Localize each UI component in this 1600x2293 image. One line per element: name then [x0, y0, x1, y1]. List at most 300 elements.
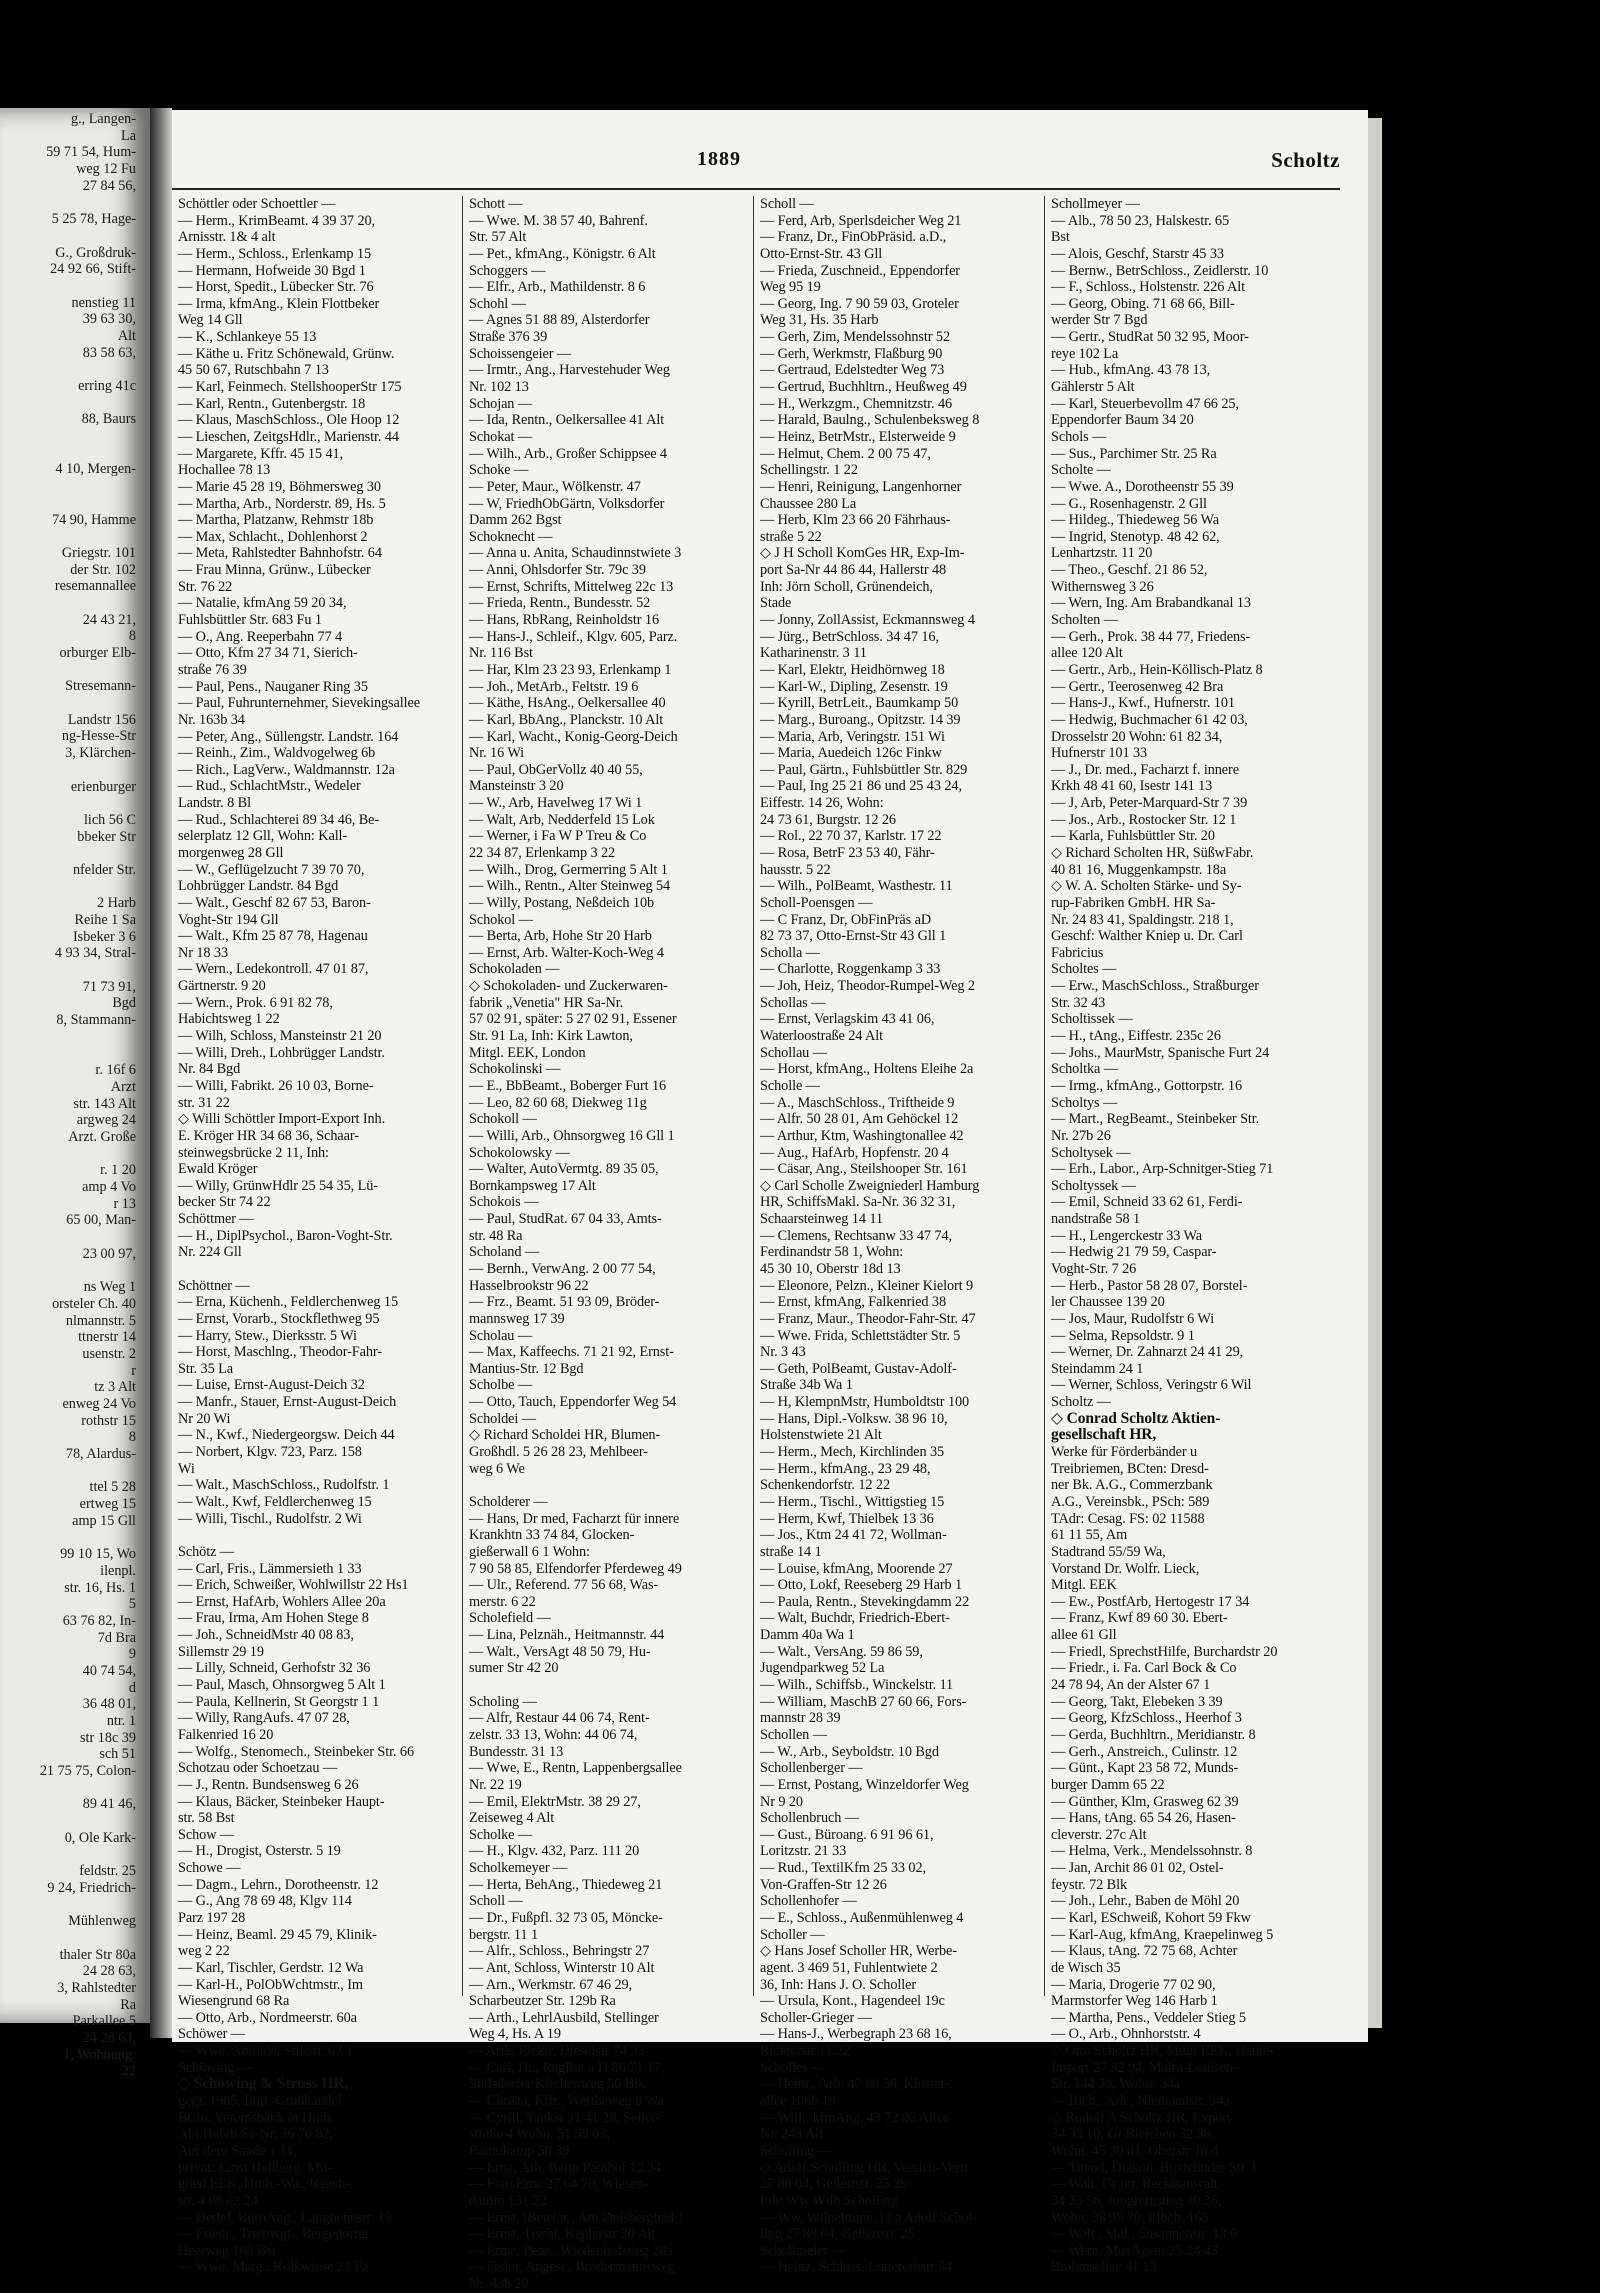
left-page-line: erring 41c	[78, 378, 136, 394]
directory-entry-line: Scholau —	[469, 1327, 533, 1344]
directory-entry-line: Voght-Str 194 Gll	[178, 911, 279, 928]
directory-entry-line: Str. 57 Alt	[469, 229, 527, 246]
directory-entry-line: ◇ Carl Scholle Zweigniederl Hamburg	[760, 1177, 980, 1194]
directory-entry-line: — Cyrill, Tankst 31 41 28, Seiler-	[469, 2109, 661, 2126]
directory-entry-line: — Wwe. Antonie, Stiftstr. 67 1	[178, 2043, 353, 2060]
directory-entry-line: Landstr. 8 Bl	[178, 795, 251, 812]
directory-entry-line: 24 73 61, Burgstr. 12 26	[760, 811, 896, 828]
directory-entry-line: — Erna, Küchenh., Feldlerchenweg 15	[178, 1294, 399, 1311]
directory-entry-line: Auf dem Sande 1 11,	[178, 2142, 297, 2159]
directory-entry-line: Schollenberger —	[760, 1760, 863, 1777]
directory-entry-line: Mitgl. EEK, London	[469, 1044, 586, 1061]
directory-entry-line: Schojan —	[469, 395, 533, 412]
directory-entry-line: — Hedwig 21 79 59, Caspar-	[1051, 1244, 1217, 1261]
directory-entry-line: — Otto, Arb., Nordmeerstr. 60a	[178, 2009, 357, 2026]
directory-entry-line: — Lieschen, ZeitgsHdlr., Marienstr. 44	[178, 428, 399, 445]
directory-entry-line: Damm 40a Wa 1	[760, 1627, 855, 1644]
left-page-line: 3, Rahlstedter	[57, 1980, 136, 1996]
left-page-line	[1, 194, 150, 211]
directory-entry-line: Eppendorfer Baum 34 20	[1051, 412, 1194, 429]
directory-entry-line: Drosselstr 20 Wohn: 61 82 34,	[1051, 728, 1223, 745]
directory-entry-line: Scholke —	[469, 1826, 533, 1843]
directory-entry-line: ◇ Adolf Scholling HR, Versich-Vertr	[760, 2159, 969, 2176]
left-page-line: weg 12 Fu	[76, 161, 136, 178]
directory-entry-line: — Walt., Kwf, Feldlerchenweg 15	[178, 1493, 372, 1510]
directory-entry-line: — Jan, Archit 86 01 02, Ostel-	[1051, 1860, 1224, 1877]
directory-entry-line: 36, Inh: Hans J. O. Scholler	[760, 1976, 917, 1993]
directory-entry-line: — Hermann, Hofweide 30 Bgd 1	[178, 262, 366, 279]
directory-entry-line: sumer Str 42 20	[469, 1660, 559, 1677]
directory-entry-line: Steindamm 24 1	[1051, 1360, 1144, 1377]
left-page-line: 83 58 63,	[82, 344, 136, 361]
directory-entry-line: — G., Ang 78 69 48, Klgv 114	[178, 1893, 352, 1910]
directory-entry-line: — Alb., 78 50 23, Halskestr. 65	[1051, 212, 1229, 229]
directory-entry-line: — Rud., TextilKfm 25 33 02,	[760, 1860, 927, 1877]
directory-entry-line: Krankhtn 33 74 84, Glocken-	[469, 1527, 635, 1544]
directory-entry-line: Withernsweg 3 26	[1051, 578, 1154, 595]
directory-entry-line: Nr. 243 Alt	[760, 2126, 823, 2143]
directory-entry-line: Weg 95 19	[760, 279, 821, 296]
directory-entry-line: — Norbert, Klgv. 723, Parz. 158	[178, 1444, 362, 1461]
directory-entry-line: bergstr. 11 1	[469, 1926, 538, 1943]
directory-entry-line: Arnisstr. 1& 4 alt	[178, 229, 276, 246]
left-page-line	[1, 1463, 150, 1480]
directory-entry-line: — Arn., Werkmstr. 67 46 29,	[469, 1976, 633, 1993]
directory-entry-line: — Heinz, Beaml. 29 45 79, Klinik-	[178, 1926, 377, 1943]
directory-entry-line: Scholderer —	[469, 1493, 548, 1510]
directory-entry-line: Schokat —	[469, 428, 533, 445]
left-page-line: ttel 5 28	[89, 1479, 136, 1496]
directory-entry-line: — Alfr., Schloss., Behringstr 27	[469, 1943, 650, 1960]
directory-entry-line: Baumkamp 50 39	[469, 2142, 570, 2159]
directory-entry-line: — Johs., MaurMstr, Spanische Furt 24	[1051, 1044, 1270, 1061]
left-page-line: rothstr 15	[81, 1412, 136, 1429]
directory-entry-line: Schokolowsky —	[469, 1144, 570, 1161]
directory-entry-line: — Willi, Dreh., Lohbrügger Landstr.	[178, 1044, 385, 1061]
left-page-line: 24 92 66, Stift-	[50, 261, 136, 278]
directory-entry-line: — Karl, Steuerbevollm 47 66 25,	[1051, 395, 1239, 412]
directory-entry-line: ◇ Willi Schöttler Import-Export Inh.	[178, 1111, 386, 1128]
directory-entry-line: Schöwing —	[178, 2059, 253, 2076]
directory-entry-line: — Gerda, Buchhltrn., Meridianstr. 8	[1051, 1726, 1256, 1743]
directory-entry-line: Süllsdorfer Kirchenweg 50 Blk	[469, 2076, 646, 2093]
directory-entry-line: Schollenhofer —	[760, 1893, 857, 1910]
directory-entry-line: — Willi, Tischl., Rudolfstr. 2 Wi	[178, 1510, 362, 1527]
directory-entry-line: — Ingrid, Stenotyp. 48 42 62,	[1051, 528, 1220, 545]
left-page-line: 23 00 97,	[82, 1245, 136, 1262]
directory-entry-line: Scholkemeyer —	[469, 1860, 568, 1877]
left-page-line: ilenpl.	[100, 1562, 136, 1579]
left-page-line: 9	[128, 1646, 136, 1663]
directory-entry-line: damm 131 22	[469, 2192, 547, 2209]
directory-entry-line: Scholl —	[760, 196, 814, 212]
directory-entry-line: Schollmeier —	[760, 2242, 846, 2259]
left-page-line: lich 56 C	[83, 811, 136, 828]
left-page-line: r	[131, 1362, 136, 1379]
left-page-line	[1, 1146, 150, 1163]
directory-entry-line: — Ernst, Pens., Wiedenhofstieg 20a	[469, 2242, 673, 2259]
left-page-line	[1, 595, 150, 612]
directory-entry-line: — Ida, Rentn., Oelkersallee 41 Alt	[469, 412, 665, 429]
left-page-line: str. 143 Alt	[73, 1095, 136, 1112]
directory-entry-line: Schott —	[469, 196, 523, 212]
directory-entry-line: Schollenbruch —	[760, 1810, 859, 1827]
left-page-text	[0, 108, 150, 2080]
directory-entry-line: — Herm., kfmAng., 23 29 48,	[760, 1460, 931, 1477]
directory-entry-line: Jugendparkweg 52 La	[760, 1660, 885, 1677]
directory-entry-line: — Karl-W., Dipling, Zesenstr. 19	[760, 678, 948, 695]
directory-entry-line: — Elfr., Arb., Mathildenstr. 8 6	[469, 279, 646, 296]
left-page-line	[1, 1847, 150, 1864]
directory-entry-line: Lenhartzstr. 11 20	[1051, 545, 1153, 562]
directory-entry-line: — Hub., kfmAng. 43 78 13,	[1051, 362, 1211, 379]
directory-entry-line: merstr. 6 22	[469, 1593, 536, 1610]
left-page-line: Ra	[120, 1996, 136, 2013]
directory-entry-line: — W., Arb, Havelweg 17 Wi 1	[469, 795, 643, 812]
directory-entry-line: — Bernh., VerwAng. 2 00 77 54,	[469, 1261, 656, 1277]
directory-entry-line: — Mart., RegBeamt., Steinbeker Str.	[1051, 1111, 1260, 1128]
directory-entry-line: Weg 4, Hs. A 19	[469, 2026, 561, 2043]
directory-entry-line: — Paul, Pens., Nauganer Ring 35	[178, 678, 368, 695]
directory-entry-line: Chaussee 280 La	[760, 495, 857, 512]
directory-entry-line: — Gertr., Arb., Hein-Köllisch-Platz 8	[1051, 661, 1263, 678]
left-page-line: 5 25 78, Hage-	[51, 211, 136, 228]
left-page-line: Mühlenweg	[68, 1913, 136, 1930]
left-page-line: usenstr. 2	[82, 1345, 136, 1362]
directory-entry-line: ◇ Rudolf A Scholtz HR, Export	[1051, 2109, 1231, 2126]
directory-entry-line: Weg 31, Hs. 35 Harb	[760, 312, 879, 329]
directory-entry-line: Scholefield —	[469, 1610, 551, 1627]
left-page-line: nfelder Str.	[72, 861, 136, 878]
directory-entry-line: Scholtes —	[1051, 961, 1117, 978]
directory-entry-line: Hufnerstr 101 33	[1051, 745, 1148, 762]
directory-entry-line: agent. 3 469 51, Fuhlentwiete 2	[760, 1959, 938, 1976]
directory-entry-line: — Alois, Geschf, Starstr 45 33	[1051, 245, 1224, 262]
directory-entry-line: — Klaus, MaschSchloss., Ole Hoop 12	[178, 412, 400, 429]
directory-entry-line: — Paula, Kellnerin, St Georgstr 1 1	[178, 1693, 380, 1710]
directory-entry-line: — Gertraud, Edelstedter Weg 73	[760, 362, 945, 379]
directory-entry-line: — Wwe. M. 38 57 40, Bahrenf.	[469, 212, 648, 229]
directory-entry-line: — Frau Erna 27 64 70, Wiesen-	[469, 2176, 649, 2193]
directory-entry-line: Inh: Jörn Scholl, Grünendeich,	[760, 578, 933, 595]
directory-entry-line: Nr 18 33	[178, 944, 229, 961]
left-page-line	[1, 1029, 150, 1046]
directory-entry-line: nandstraße 58 1	[1051, 1211, 1141, 1228]
directory-entry-line	[469, 1677, 737, 1694]
directory-entry-line: Nr. 102 13	[469, 379, 529, 396]
directory-entry-line: steinwegsbrücke 2 11, Inh:	[178, 1144, 329, 1161]
directory-entry-line: straße 5 22	[760, 528, 822, 545]
directory-entry-line: Von-Graffen-Str 12 26	[760, 1876, 887, 1893]
directory-entry-line: Str. 91 La, Inh: Kirk Lawton,	[469, 1028, 633, 1045]
directory-entry-line: Scholler —	[760, 1926, 825, 1943]
directory-entry-line: — Willy, Postang, Neßdeich 10b	[469, 894, 655, 911]
directory-entry-line: — Christa, Kffr., Wertheweg 8 Wa	[469, 2093, 664, 2110]
directory-entry-line: — Har, Klm 23 23 93, Erlenkamp 1	[469, 661, 672, 678]
directory-entry-line: Schollau —	[760, 1044, 827, 1061]
directory-entry-line: — Georg, Obing. 71 68 66, Bill-	[1051, 295, 1235, 312]
left-page-line: 5	[128, 1596, 136, 1613]
directory-entry-line: Brahmsallee 41 13	[1051, 2259, 1157, 2276]
directory-entry-line: ◇ Schöwing & Struss HR,	[178, 2075, 349, 2093]
directory-entry-line: — A., MaschSchloss., Triftheide 9	[760, 1094, 955, 1111]
directory-entry-line: Nr. 3 43	[760, 1344, 806, 1361]
directory-entry-line: mannsweg 17 39	[469, 1310, 565, 1327]
directory-entry-line: 40 81 16, Muggenkampstr. 18a	[1051, 861, 1227, 878]
directory-entry-line: Treibriemen, BCten: Dresd-	[1051, 1460, 1209, 1477]
left-page-line	[1, 528, 150, 545]
left-page-line	[1, 662, 150, 679]
directory-entry-line: str. 4 68 62 24	[178, 2192, 258, 2209]
directory-entry-line: Scholle —	[760, 1077, 820, 1094]
directory-entry-line: glied EEK, Hmb.-Wa., Rauch-	[178, 2176, 351, 2193]
header-rule	[172, 188, 1340, 190]
directory-entry-line: Heerweg 163 Bst	[178, 2242, 276, 2259]
directory-entry-line: — Anni, Ohlsdorfer Str. 79c 39	[469, 562, 646, 579]
directory-entry-line: — Eleonore, Pelzn., Kleiner Kielort 9	[760, 1277, 974, 1294]
directory-entry-line: — Ernst, Arb. Walter-Koch-Weg 4	[469, 944, 664, 961]
directory-entry-line: Scholand —	[469, 1244, 540, 1261]
directory-entry-line: Scholing —	[469, 1693, 537, 1710]
directory-entry-line: — Wilh., Rentn., Alter Steinweg 54	[469, 878, 671, 895]
directory-entry-line: Wi	[178, 1460, 195, 1477]
page-number: 1889	[697, 148, 741, 170]
directory-entry-line: Schoggers —	[469, 262, 546, 279]
directory-entry-line: Richterstr 11 22	[760, 2043, 850, 2060]
directory-entry-line: — Wwe, Marg., Kolkwiese 23 Fa	[178, 2259, 369, 2276]
directory-entry-line: Nr. 116 Bst	[469, 645, 533, 662]
directory-entry-line: — Rich., Arb., Niemannstr. 34a	[1051, 2093, 1230, 2110]
directory-entry-line: Nr. 27b 26	[1051, 1127, 1111, 1144]
directory-entry-line: Hasselbrookstr 96 22	[469, 1277, 589, 1294]
column-3	[760, 196, 1028, 2276]
directory-entry-line: — Kyrill, BetrLeit., Baumkamp 50	[760, 695, 959, 712]
left-page-line	[1, 428, 150, 445]
left-page-line	[1, 762, 150, 779]
directory-entry-line: becker Str 74 22	[178, 1194, 271, 1211]
directory-entry-line: — Natalie, kfmAng 59 20 34,	[178, 595, 347, 612]
directory-entry-line: — Jos., Ktm 24 41 72, Wollman-	[760, 1527, 947, 1544]
directory-entry-line: — Max, Kaffeechs. 71 21 92, Ernst-	[469, 1344, 674, 1361]
directory-entry-line: — Ursula, Kont., Hagendeel 19c	[760, 1993, 945, 2010]
left-page-line: 22	[121, 2063, 136, 2080]
left-page-line: 21 75 75, Colon-	[39, 1763, 136, 1780]
directory-entry-line: — Hedwig, Buchmacher 61 42 03,	[1051, 711, 1248, 728]
directory-entry-line: privat: Ernst Hellberg, Mit-	[178, 2159, 333, 2176]
directory-entry-line: Wohn: 38 99 70, Elbch. 165	[1051, 2209, 1209, 2226]
directory-entry-line: — Willi, Fabrikt. 26 10 03, Borne-	[178, 1077, 374, 1094]
directory-entry-line: — Ant, Schloss, Winterstr 10 Alt	[469, 1959, 655, 1976]
left-page-line	[1, 361, 150, 378]
directory-entry-line: — Fedor, Angest., Brödermannsweg	[469, 2259, 675, 2276]
left-page-line: r. 16f 6	[95, 1062, 136, 1079]
directory-entry-line: — Detlef, BüroAng., Langbehnstr. 15	[178, 2209, 392, 2226]
directory-entry-line: Sillemstr 29 19	[178, 1643, 264, 1660]
directory-entry-line: Nr. 84 Bgd	[178, 1061, 241, 1078]
left-page-line	[1, 1046, 150, 1063]
directory-entry-line: Schöttmer —	[178, 1211, 254, 1228]
directory-entry-line: str. 58 Bst	[178, 1810, 235, 1827]
directory-entry-line: — C Franz, Dr, ObFinPräs aD	[760, 911, 932, 928]
left-page-line: 78, Alardus-	[65, 1446, 136, 1462]
directory-entry-line: — Wern, MusAgent 25 24 43,	[1051, 2242, 1222, 2259]
directory-entry-line: — Hildeg., Thiedeweg 56 Wa	[1051, 512, 1220, 529]
directory-entry-line: — Walt., VersAgt 48 50 79, Hu-	[469, 1643, 651, 1660]
left-page-line: 39 63 30,	[82, 311, 136, 328]
directory-entry-line: — Lilly, Schneid, Gerhofstr 32 36	[178, 1660, 371, 1677]
directory-entry-line: Schellingstr. 1 22	[760, 462, 858, 479]
directory-entry-line: Scholl —	[469, 1893, 523, 1910]
directory-entry-line: Ewald Kröger	[178, 1161, 258, 1178]
directory-entry-line: — Louise, kfmAng, Moorende 27	[760, 1560, 953, 1577]
directory-entry-line: — Paul, Fuhrunternehmer, Sievekingsallee	[178, 695, 420, 712]
column-2	[469, 196, 737, 2293]
directory-entry-line: Scholbe —	[469, 1377, 533, 1394]
directory-entry-line: Schokoladen —	[469, 961, 560, 978]
directory-entry-line: Schokol —	[469, 911, 533, 928]
directory-entry-line: straße 76 39	[178, 661, 247, 678]
directory-entry-line: — Karl, Wacht., Konig-Georg-Deich	[469, 728, 678, 745]
directory-entry-line: Loritzstr. 21 33	[760, 1843, 847, 1860]
directory-entry-line: Abt.Hafen Sa-Nr. 36 70 82,	[178, 2126, 334, 2143]
directory-entry-line: — Cäsar, Ang., Steilshooper Str. 161	[760, 1161, 968, 1178]
left-page-line: r. 1 20	[100, 1162, 136, 1179]
directory-entry-line: — Clemens, Rechtsanw 33 47 74,	[760, 1227, 952, 1244]
directory-entry-line: — Günt., Kapt 23 58 72, Munds-	[1051, 1760, 1239, 1777]
directory-entry-line: Waterloostraße 24 Alt	[760, 1028, 884, 1045]
directory-entry-line: allee 120 Alt	[1051, 645, 1123, 662]
directory-entry-line: — Anna u. Anita, Schaudinnstwiete 3	[469, 545, 682, 562]
left-page-line: 74 90, Hamme	[52, 511, 136, 528]
directory-entry-line: allee 106b 19	[760, 2093, 836, 2110]
directory-entry-line: — Ferd, Arb, Sperlsdeicher Weg 21	[760, 212, 962, 229]
directory-entry-line: hausstr. 5 22	[760, 861, 831, 878]
directory-entry-line: de Wisch 35	[1051, 1959, 1121, 1976]
directory-entry-line: — Irma, kfmAng., Klein Flottbeker	[178, 295, 380, 312]
directory-entry-line: 45 30 10, Oberstr 18d 13	[760, 1261, 901, 1277]
directory-entry-line: Stade	[760, 595, 792, 612]
directory-entry-line: Mantius-Str. 12 Bgd	[469, 1360, 584, 1377]
running-head: Scholtz	[1271, 148, 1340, 172]
directory-entry-line: — Wilh., PolBeamt, Wasthestr. 11	[760, 878, 953, 895]
directory-entry-line: E. Kröger HR 34 68 36, Schaar-	[178, 1127, 359, 1144]
left-page-line: 24 28 63,	[82, 1963, 136, 1980]
directory-entry-line: — O., Arb., Ohnhorststr. 4	[1051, 2026, 1201, 2043]
directory-entry-line: — Ew., PostfArb, Hertogestr 17 34	[1051, 1593, 1250, 1610]
left-page-line: argweg 24	[76, 1112, 136, 1129]
directory-entry-line: gesellschaft HR,	[1051, 1426, 1157, 1444]
directory-entry-line: Scholling —	[760, 2142, 832, 2159]
column-divider	[462, 196, 463, 1996]
directory-entry-line: — Theod, Diakon, Buxtehuder Str 3	[1051, 2159, 1256, 2176]
directory-entry-line: Weg 14 Gll	[178, 312, 243, 329]
directory-entry-line: — Herm, Kwf, Thielbek 13 36	[760, 1510, 934, 1527]
directory-entry-line: — Georg, Ing. 7 90 59 03, Groteler	[760, 295, 959, 312]
directory-entry-line: ◇ W. A. Scholten Stärke- und Sy-	[1051, 878, 1242, 895]
left-page-line	[1, 228, 150, 245]
directory-entry-line: Zeiseweg 4 Alt	[469, 1810, 555, 1827]
directory-entry-line: 22 34 87, Erlenkamp 3 22	[469, 844, 616, 861]
directory-entry-line: gießerwall 6 1 Wohn:	[469, 1543, 590, 1560]
directory-entry-line: Krkh 48 41 60, Isestr 141 13	[1051, 778, 1213, 795]
directory-entry-line: — Horst, kfmAng., Holtens Eleihe 2a	[760, 1061, 974, 1078]
left-page-line: 89 41 46,	[82, 1796, 136, 1813]
directory-entry-line: — Emil, ElektrMstr. 38 29 27,	[469, 1793, 641, 1810]
directory-page	[172, 110, 1368, 2293]
directory-entry-line: — H., Drogist, Osterstr. 5 19	[178, 1843, 341, 1860]
left-page-line: r 13	[113, 1195, 136, 1212]
directory-entry-line: — Irmg., kfmAng., Gottorpstr. 16	[1051, 1077, 1242, 1094]
directory-entry-line: — Walt., Kfm 25 87 78, Hagenau	[178, 928, 368, 945]
directory-entry-line: gegr. 1905, Imp.-Großhandel	[178, 2093, 342, 2110]
directory-entry-line: — Heinz, BetrMstr., Elsterweide 9	[760, 428, 956, 445]
directory-entry-line: — Joh., MetArb., Feltstr. 19 6	[469, 678, 639, 695]
directory-entry-line: 61 11 55, Am	[1051, 1527, 1128, 1544]
directory-entry-line: — Martha, Arb., Norderstr. 89, Hs. 5	[178, 495, 386, 512]
directory-entry-line: — Martha, Platzanw, Rehmstr 18b	[178, 512, 374, 529]
directory-entry-line: — Käthe, HsAng., Oelkersallee 40	[469, 695, 666, 712]
directory-entry-line: — Herm., Schloss., Erlenkamp 15	[178, 245, 372, 262]
directory-entry-line: Str. 144 39, Wohn: 34a	[1051, 2076, 1181, 2093]
directory-entry-line: Schow —	[178, 1826, 235, 1843]
directory-entry-line: ner Bk. A.G., Commerzbank	[1051, 1477, 1213, 1494]
left-page-line	[1, 478, 150, 495]
directory-entry-line: — Otto, Kfm 27 34 71, Sierich-	[178, 645, 358, 662]
directory-entry-line: Eiffestr. 14 26, Wohn:	[760, 795, 884, 812]
left-page-line: orburger Elb-	[59, 645, 136, 661]
directory-entry-line: — Henri, Reinigung, Langenhorner	[760, 478, 962, 495]
directory-entry-line: — Walt., Mal., Susannenstr. 13 6	[1051, 2226, 1238, 2243]
directory-entry-line: Bundesstr. 31 13	[469, 1743, 564, 1760]
directory-entry-line: — Rich., LagVerw., Waldmannstr. 12a	[178, 761, 395, 778]
directory-entry-line: Lohbrügger Landstr. 84 Bgd	[178, 878, 339, 895]
directory-entry-line: Mansteinstr 3 20	[469, 778, 564, 795]
directory-entry-line: — Joh., SchneidMstr 40 08 83,	[178, 1627, 354, 1644]
directory-entry-line: — H., Werkzgm., Chemnitzstr. 46	[760, 395, 953, 412]
directory-entry-line: Fuhlsbüttler Str. 683 Fu 1	[178, 612, 322, 629]
directory-entry-line: — Wern., Prok. 6 91 82 78,	[178, 994, 333, 1011]
directory-entry-line: — Jürg., BetrSchloss. 34 47 16,	[760, 628, 939, 645]
directory-entry-line: Schöttner —	[178, 1277, 250, 1294]
directory-entry-line: ◇ Richard Scholten HR, SüßwFabr.	[1051, 844, 1254, 861]
directory-entry-line: — W, FriedhObGärtn, Volksdorfer	[469, 495, 665, 512]
directory-entry-line: — Wilh., Arb., Großer Schippsee 4	[469, 445, 667, 462]
directory-entry-line: — Karl, Rentn., Gutenbergstr. 18	[178, 395, 366, 412]
directory-entry-line: Fabricius	[1051, 944, 1104, 961]
directory-entry-line: Schoissengeier —	[469, 345, 572, 362]
directory-entry-line: — E., BbBeamt., Boberger Furt 16	[469, 1077, 667, 1094]
left-page-line: 4 10, Mergen-	[55, 461, 136, 478]
left-page-line: 3, Klärchen-	[65, 745, 136, 762]
directory-entry-line: Schollas —	[760, 994, 826, 1011]
directory-entry-line: Str. 76 22	[178, 578, 233, 595]
directory-entry-line: — Leo, 82 60 68, Diekweg 11g	[469, 1094, 647, 1111]
left-page-line: str 18c 39	[80, 1729, 136, 1746]
directory-entry-line: zelstr. 33 13, Wohn: 44 06 74,	[469, 1726, 638, 1743]
directory-entry-line: — N., Kwf., Niedergeorgsw. Deich 44	[178, 1427, 395, 1444]
directory-entry-line: — Walt., MaschSchloss., Rudolfstr. 1	[178, 1477, 390, 1494]
directory-entry-line: Scholdei —	[469, 1410, 536, 1427]
directory-entry-line: — Hans, tAng. 65 54 26, Hasen-	[1051, 1810, 1236, 1827]
directory-entry-line: — Aug., HafArb, Hopfenstr. 20 4	[760, 1144, 949, 1161]
directory-entry-line: — Marie 45 28 19, Böhmersweg 30	[178, 478, 381, 495]
directory-entry-line: — Geth, PolBeamt, Gustav-Adolf-	[760, 1360, 957, 1377]
directory-entry-line: — Berta, Arb, Hohe Str 20 Harb	[469, 928, 652, 945]
directory-entry-line: — Otto, Tauch, Eppendorfer Weg 54	[469, 1394, 677, 1411]
directory-entry-line: Bst	[1051, 229, 1070, 246]
directory-entry-line: — Arthur, Ktm, Washingtonallee 42	[760, 1127, 964, 1144]
directory-entry-line: — Willy, GrünwHdlr 25 54 35, Lü-	[178, 1177, 378, 1194]
